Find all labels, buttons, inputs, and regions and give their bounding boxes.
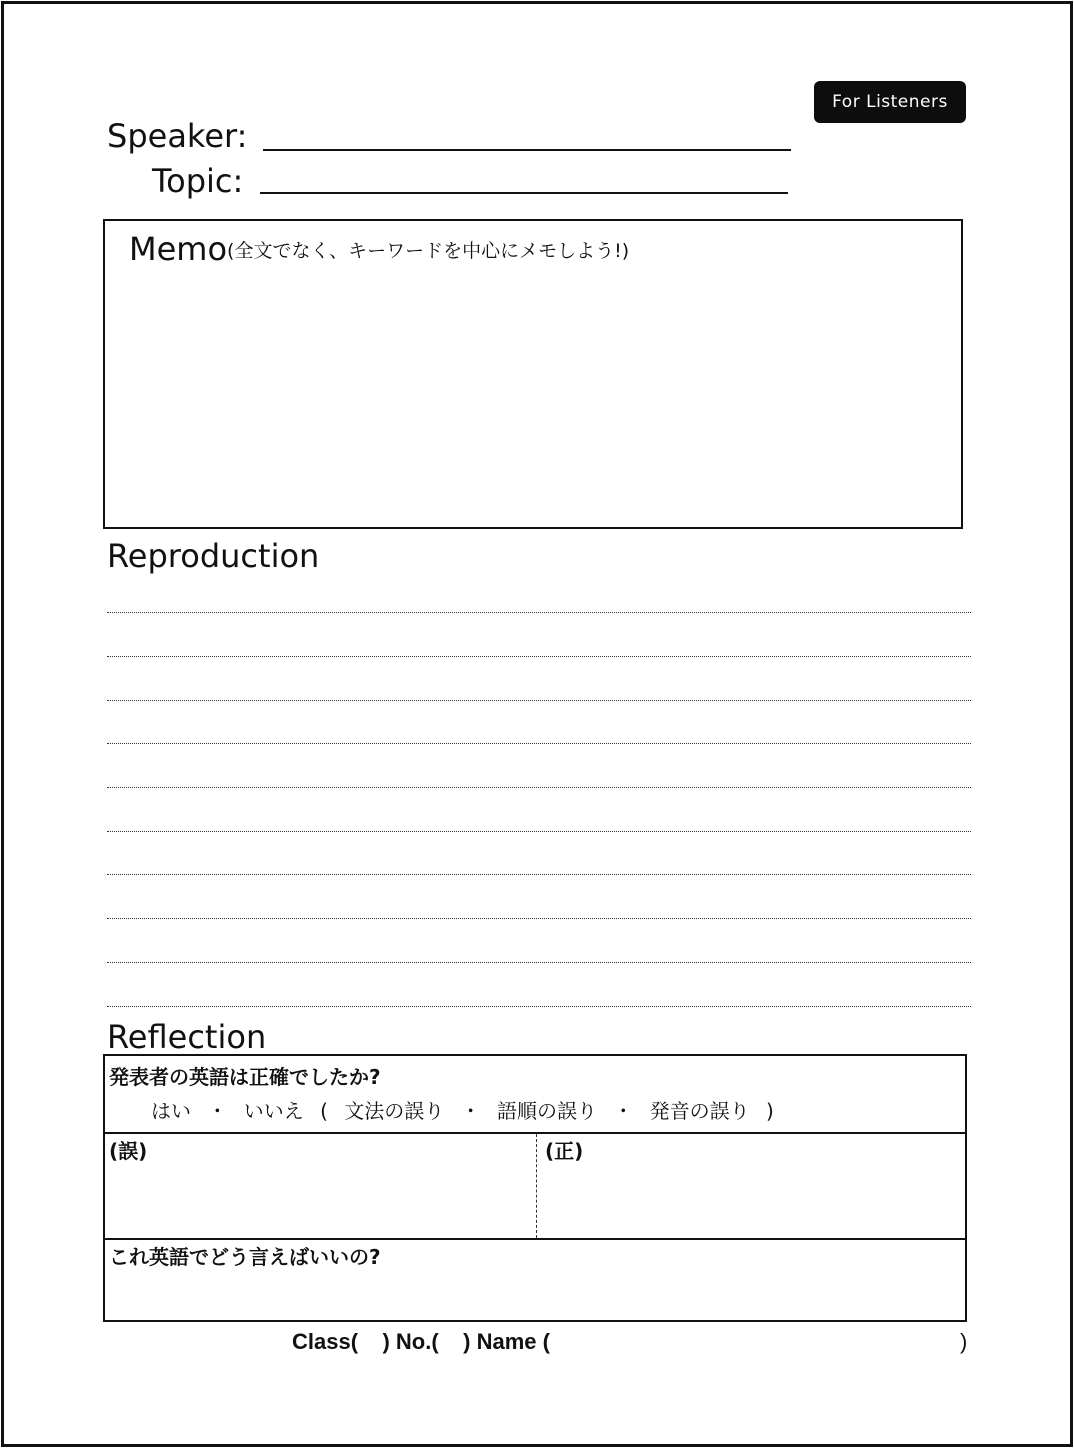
accuracy-question: 発表者の英語は正確でしたか? [109,1065,381,1089]
reproduction-title: Reproduction [107,537,320,575]
how-to-say-question: これ英語でどう言えばいいの? [109,1245,381,1269]
topic-label: Topic: [152,162,244,200]
memo-note: (全文でなく、キーワードを中心にメモしよう!) [227,240,630,262]
writing-line[interactable] [107,874,971,875]
name-close-paren: ) [960,1329,968,1354]
writing-line[interactable] [107,962,971,963]
writing-line[interactable] [107,743,971,744]
row-divider [105,1238,965,1240]
class-no-name-field[interactable]: Class( ) No.( ) Name ( [292,1329,550,1354]
writing-line[interactable] [107,918,971,919]
speaker-field[interactable] [263,149,791,151]
worksheet-page [1,1,1073,1447]
column-divider [536,1134,537,1238]
topic-field[interactable] [260,192,788,194]
memo-title: Memo [129,230,228,268]
writing-line[interactable] [107,656,971,657]
wrong-label: (誤) [109,1139,148,1163]
writing-line[interactable] [107,700,971,701]
row-divider [105,1132,965,1134]
speaker-label: Speaker: [107,117,248,155]
accuracy-options[interactable]: はい ・ いいえ ( 文法の誤り ・ 語順の誤り ・ 発音の誤り ) [151,1099,774,1123]
reflection-title: Reflection [107,1018,267,1056]
writing-line[interactable] [107,787,971,788]
writing-line[interactable] [107,1006,971,1007]
memo-box[interactable] [103,219,963,529]
writing-line[interactable] [107,612,971,613]
for-listeners-badge: For Listeners [814,81,966,123]
writing-line[interactable] [107,831,971,832]
reflection-table [103,1054,967,1322]
memo-heading [129,229,629,271]
correct-label: (正) [545,1139,584,1163]
